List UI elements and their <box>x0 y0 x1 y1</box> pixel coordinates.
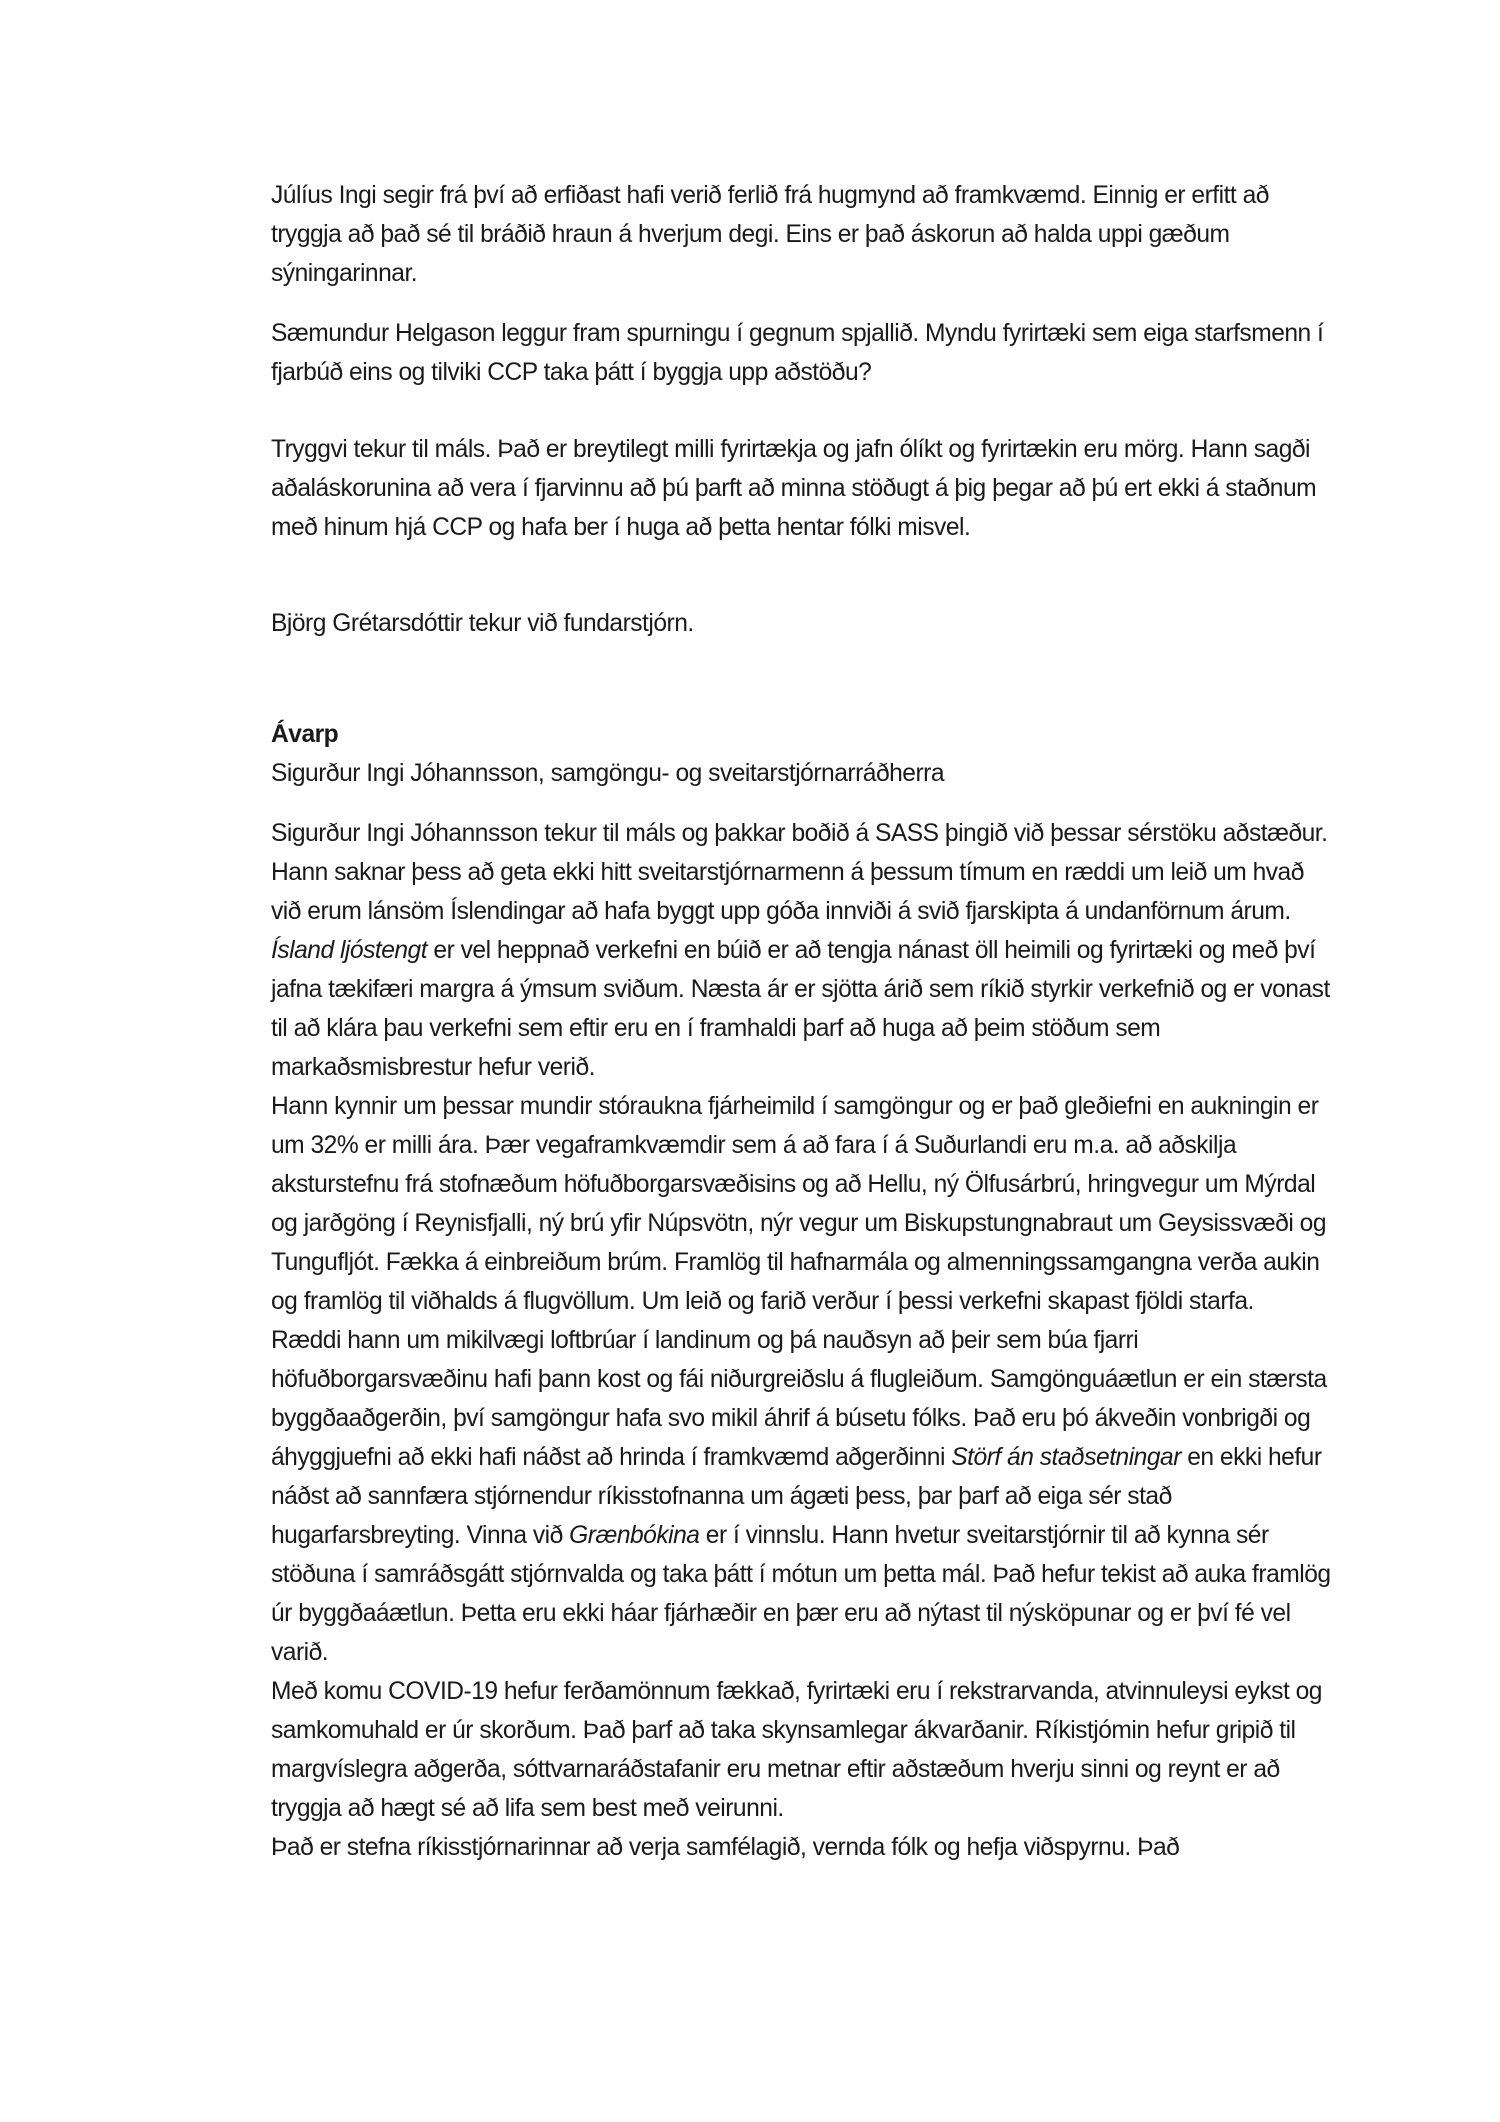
italic-initiative-name: Störf án staðsetningar <box>951 1444 1181 1471</box>
document-body <box>271 176 1331 1867</box>
body-paragraph-samgongur: Hann kynnir um þessar mundir stóraukna fjárheimild í samgöngur og er það gleðiefni en aukningin er um 32% er milli ára. Þær vegaframkvæmdir sem á að fara í á Suðurlandi eru m.a. að aðskilja aksturstefnu frá stofnæðum höfuðborgarsvæðisins og að Hellu, ný Ölfusárbrú, hringvegur um Mýrdal og jarðgöng í Reynisfjalli, ný brú yfir Núpsvötn, nýr vegur um Biskupstungnabraut um Geysissvæði og Tungufljót. Fækka á einbreiðum brúm. Framlög til hafnarmála og almenningssamgangna verða aukin og framlög til viðhalds á flugvöllum. Um leið og farið verður í þessi verkefni skapast fjöldi starfa. <box>271 1093 1327 1315</box>
paragraph-bjorg: Björg Grétarsdóttir tekur við fundarstjórn. <box>271 610 694 637</box>
body-text: en ekki hefur náðst að sannfæra stjórnendur ríkisstofnanna um ágæti þess, þar þarf að eiga sér stað hugarfarsbreyting. Vinna við <box>271 1444 1322 1549</box>
italic-green-book: Grænbókina <box>569 1522 700 1549</box>
body-text: er vel heppnað verkefni en búið er að tengja nánast öll heimili og fyrirtæki og með því jafna tækifæri margra á ýmsum sviðum. Næsta ár er sjötta árið sem ríkið styrkir verkefnið og er vonast til að klára þau verkefni sem eftir eru en í framhaldi þarf að huga að þeim stöðum sem markaðsmisbrestur hefur verið. <box>271 937 1330 1081</box>
paragraph-julius: Júlíus Ingi segir frá því að erfiðast hafi verið ferlið frá hugmynd að framkvæmd. Einnig er erfitt að tryggja að það sé til bráðið hraun á hverjum degi. Eins er það áskorun að halda uppi gæðum sýningarinnar. <box>271 182 1269 287</box>
paragraph-saemundur: Sæmundur Helgason leggur fram spurningu í gegnum spjallið. Myndu fyrirtæki sem eiga starfsmenn í fjarbúð eins og tilviki CCP taka þátt í byggja upp aðstöðu? <box>271 320 1324 386</box>
paragraph-tryggvi: Tryggvi tekur til máls. Það er breytilegt milli fyrirtækja og jafn ólíkt og fyrirtækin eru mörg. Hann sagði aðaláskorunina að vera í fjarvinnu að þú þarft að minna stöðugt á þig þegar að þú ert ekki á staðnum með hinum hjá CCP og hafa ber í huga að þetta hentar fólki misvel. <box>271 436 1317 541</box>
body-text: Ræddi hann um mikilvægi loftbrúar í landinum og þá nauðsyn að þeir sem búa fjarri höfuðborgarsvæðinu hafi þann kost og fái niðurgreiðslu á flugleiðum. Samgönguáætlun er ein stærsta byggðaaðgerðin, því samgöngur hafa svo mikil áhrif á búsetu fólks. Það eru þó ákveðin vonbrigði og áhyggjuefni að ekki hafi náðst að hrinda í framkvæmd aðgerðinni <box>271 1327 1327 1471</box>
body-paragraph-loftbru <box>271 1321 1331 1672</box>
body-paragraph-stefna: Það er stefna ríkisstjórnarinnar að verja samfélagið, vernda fólk og hefja viðspyrnu. Það <box>271 1834 1180 1861</box>
body-paragraph-intro: Sigurður Ingi Jóhannsson tekur til máls og þakkar boðið á SASS þingið við þessar sérstöku aðstæður. Hann saknar þess að geta ekki hitt sveitarstjórnarmenn á þessum tímum en ræddi um leið um hvað við erum lánsöm Íslendingar að hafa byggt upp góða innviði á svið fjarskipta á undanförnum árum. <box>271 820 1328 925</box>
italic-project-name: Ísland ljóstengt <box>271 937 428 964</box>
section-speaker: Sigurður Ingi Jóhannsson, samgöngu- og sveitarstjórnarráðherra <box>271 760 945 787</box>
body-text: er í vinnslu. Hann hvetur sveitarstjórnir til að kynna sér stöðuna í samráðsgátt stjórnvalda og taka þátt í mótun um þetta mál. Það hefur tekist að auka framlög úr byggðaáætlun. Þetta eru ekki háar fjárhæðir en þær eru að nýtast til nýsköpunar og er því fé vel varið. <box>271 1522 1331 1666</box>
body-paragraph-ljostengt <box>271 931 1331 1087</box>
section-heading: Ávarp <box>271 721 339 748</box>
body-paragraph-covid: Með komu COVID-19 hefur ferðamönnum fækkað, fyrirtæki eru í rekstrarvanda, atvinnuleysi eykst og samkomuhald er úr skorðum. Það þarf að taka skynsamlegar ákvarðanir. Ríkistjómin hefur gripið til margvíslegra aðgerða, sóttvarnaráðstafanir eru metnar eftir aðstæðum hverju sinni og reynt er að tryggja að hægt sé að lifa sem best með veirunni. <box>271 1678 1322 1822</box>
